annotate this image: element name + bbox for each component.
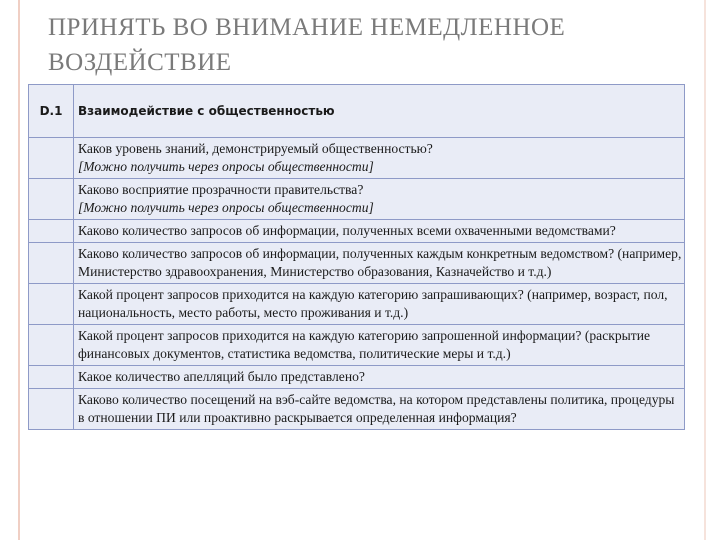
question-note: [Можно получить через опросы общественности] xyxy=(78,200,374,215)
indicator-heading: Взаимодействие с общественностью xyxy=(74,85,685,138)
empty-cell xyxy=(29,243,74,284)
question-cell xyxy=(74,179,685,220)
empty-cell xyxy=(29,284,74,325)
question-text: Каково восприятие прозрачности правительства? xyxy=(78,182,364,197)
table-row xyxy=(29,138,685,179)
table-row xyxy=(29,220,685,243)
question-text: Какой процент запросов приходится на каждую категорию запрашивающих? (например, возраст, пол, национальность, место работы, место проживания и т.д.) xyxy=(78,287,668,320)
table-row xyxy=(29,325,685,366)
empty-cell xyxy=(29,138,74,179)
table-row xyxy=(29,179,685,220)
question-text: Каково количество посещений на вэб-сайте ведомства, на котором представлены политика, процедуры в отношении ПИ или проактивно раскрывается определенная информация? xyxy=(78,392,675,425)
question-text: Каков уровень знаний, демонстрируемый общественностью? xyxy=(78,141,433,156)
question-cell xyxy=(74,220,685,243)
question-cell xyxy=(74,284,685,325)
slide-title: ПРИНЯТЬ ВО ВНИМАНИЕ НЕМЕДЛЕННОЕ ВОЗДЕЙСТВИЕ xyxy=(48,14,566,76)
empty-cell xyxy=(29,366,74,389)
table-row xyxy=(29,284,685,325)
question-note: [Можно получить через опросы общественности] xyxy=(78,159,374,174)
question-cell xyxy=(74,366,685,389)
question-cell xyxy=(74,325,685,366)
empty-cell xyxy=(29,325,74,366)
question-cell xyxy=(74,389,685,430)
indicator-code: D.1 xyxy=(29,85,74,138)
table-header-row xyxy=(29,85,685,138)
table-row xyxy=(29,243,685,284)
empty-cell xyxy=(29,179,74,220)
table-row xyxy=(29,366,685,389)
question-text: Какой процент запросов приходится на каждую категорию запрошенной информации? (раскрытие финансовых документов, статистика ведомства, политические меры и т.д.) xyxy=(78,328,651,361)
question-text: Каково количество запросов об информации, полученных каждым конкретным ведомством? (например, Министерство здравоохранения, Министерство образования, Казначейство и т.д.) xyxy=(78,246,682,279)
slide-border-right xyxy=(704,0,706,540)
question-cell xyxy=(74,138,685,179)
question-cell xyxy=(74,243,685,284)
empty-cell xyxy=(29,220,74,243)
indicator-table xyxy=(28,84,685,430)
question-text: Каково количество запросов об информации, полученных всеми охваченными ведомствами? xyxy=(78,223,616,238)
question-text: Какое количество апелляций было представлено? xyxy=(78,369,365,384)
table-row xyxy=(29,389,685,430)
empty-cell xyxy=(29,389,74,430)
slide-border-left xyxy=(18,0,20,540)
